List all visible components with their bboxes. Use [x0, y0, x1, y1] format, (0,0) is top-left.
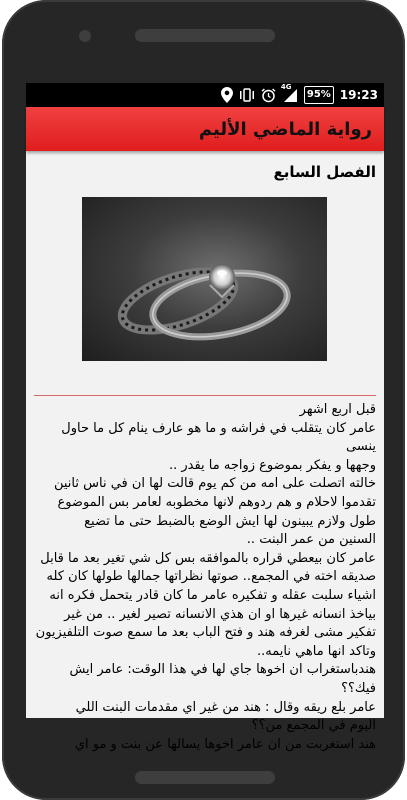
story-line: عامر بلع ريقه وقال : هند من غير اي مقدمات البنت اللي [75, 699, 376, 715]
battery-indicator: 95% [304, 86, 334, 104]
content-divider [34, 395, 376, 396]
app-bar [26, 107, 384, 151]
story-line: قبل اربع اشهر [299, 402, 376, 417]
story-line: عامر كان بيعطي قراره بالموافقه بس كل شي تغير بعد ما قابل [40, 550, 376, 566]
story-line: اليوم في المجمع من؟؟ [251, 718, 376, 734]
location-icon [221, 87, 233, 103]
chapter-title: الفصل السابع [273, 163, 376, 181]
rings-image [82, 197, 327, 361]
status-icons [221, 83, 378, 107]
story-text [34, 401, 376, 754]
story-line: صديقه اخته في المجمع.. صوتها نظراتها جمالها طولها كان كله [46, 569, 376, 585]
alarm-icon [261, 87, 276, 103]
story-line: عامر كان يتقلب في فراشه و ما هو عارف ينام كل ما حاول ينسى [61, 420, 376, 455]
phone-frame [2, 0, 405, 800]
bottom-speaker [135, 771, 275, 784]
story-line: السنين من عمر البنت .. [246, 532, 376, 548]
vibrate-icon [239, 87, 255, 103]
story-line: هند استغربت من ان عامر اخوها يسالها عن بنت و مو اي [74, 736, 376, 752]
network-type-label: 4G [280, 83, 292, 91]
clock: 19:23 [339, 88, 378, 102]
signal-icon [280, 83, 298, 103]
top-speaker [135, 29, 275, 42]
story-line: خالته اتصلت على امه من كم يوم قالت لها ان في ناس ثانين [53, 476, 376, 492]
story-line: وجهها و يفكر بموضوع زواجه ما يقدر .. [168, 457, 376, 473]
app-title: رواية الماضي الأليم [198, 118, 372, 140]
screen [26, 83, 384, 752]
chapter-content[interactable] [26, 151, 384, 752]
story-line: وتاكد انها ماهي نايمه.. [256, 643, 376, 659]
story-line: هندباستغراب ان اخوها جاي لها في هذا الوقت: عامر ايش فيك؟؟ [69, 662, 376, 696]
status-bar [26, 83, 384, 107]
story-line: بياخذ انسانه غيرها او ان هذي الانسانه تصير لغير .. من غير [64, 606, 376, 622]
story-line: تفكير مشى لغرفه هند و فتح الباب بعد ما سمع صوت التلفيزيون [35, 625, 376, 641]
story-line: اشياء سلبت عقله و تفكيره عامر ما كان قادر يتحمل فكره انه [49, 587, 376, 603]
front-camera [79, 30, 91, 42]
story-line: تقدموا لاحلام و هم ردوهم لانها مخطوبه لعامر بس الموضوع [57, 494, 376, 510]
story-line: طول ولازم يبينون لها ايش الوضع بالضبط حتى ما تضيع [84, 513, 376, 529]
